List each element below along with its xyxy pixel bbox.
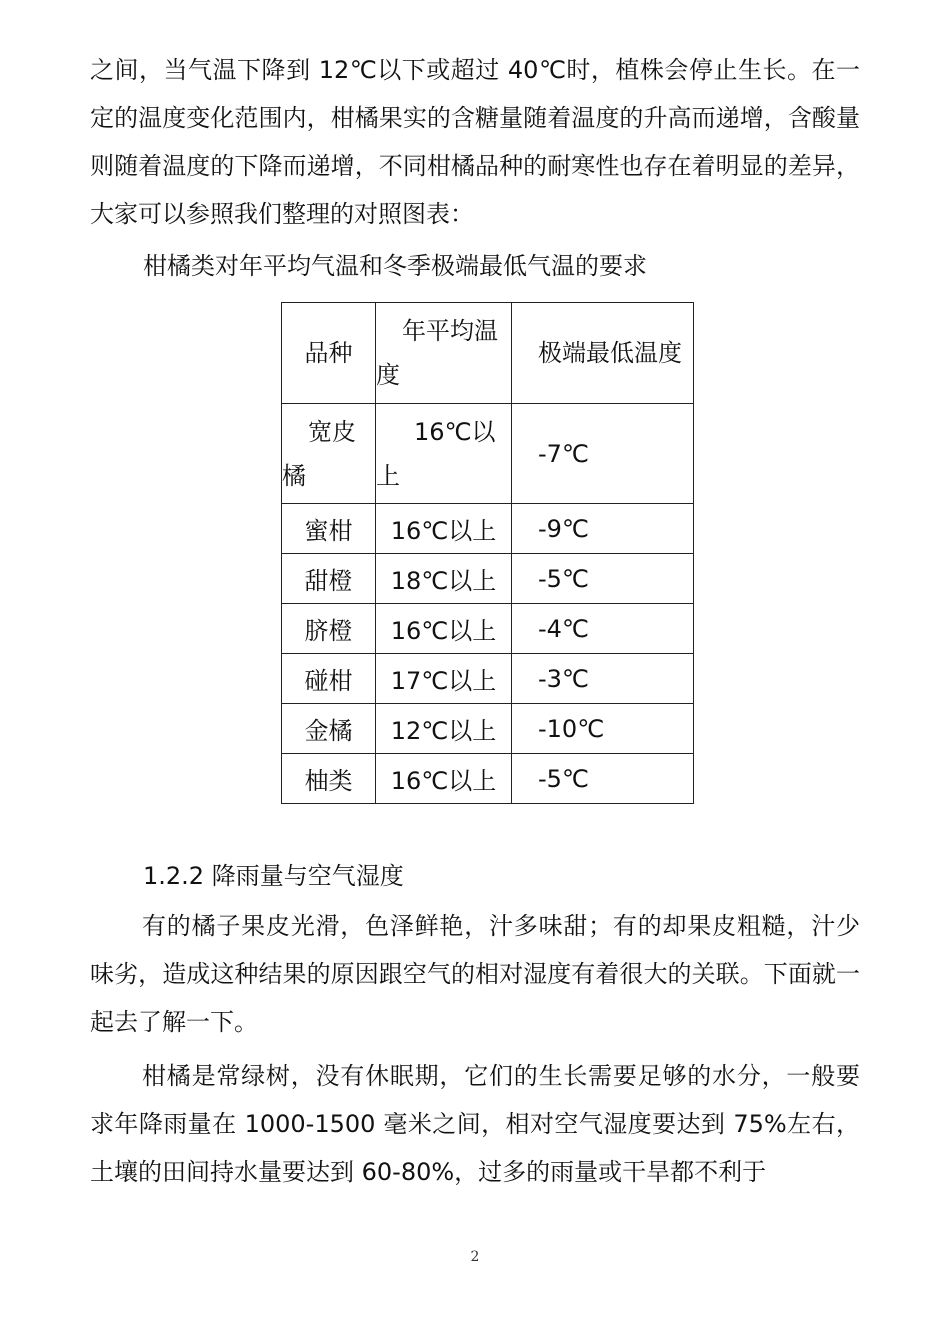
page-number: 2 (470, 1249, 480, 1265)
table-row (282, 604, 694, 654)
table-row (282, 504, 694, 554)
cell-annual-temp: 17℃以上 (376, 654, 512, 704)
table-header-row (282, 303, 694, 404)
citrus-temperature-table (281, 302, 694, 804)
cell-min-temp: -4℃ (512, 604, 694, 654)
cell-min-temp: -7℃ (512, 404, 694, 504)
section-heading: 1.2.2 降雨量与空气湿度 (143, 862, 404, 890)
cell-annual-temp-text: 16℃以上 (376, 417, 496, 490)
header-annual-mean-temp (376, 303, 512, 404)
header-extreme-min-temp-text: 极端最低温度 (538, 339, 682, 367)
cell-annual-temp (376, 404, 512, 504)
cell-variety: 柚类 (282, 754, 376, 804)
table-row (282, 754, 694, 804)
cell-min-temp: -5℃ (512, 554, 694, 604)
cell-variety: 蜜柑 (282, 504, 376, 554)
cell-annual-temp: 16℃以上 (376, 604, 512, 654)
header-extreme-min-temp (512, 303, 694, 404)
table-row (282, 554, 694, 604)
paragraph-rainfall: 柑橘是常绿树，没有休眠期，它们的生长需要足够的水分，一般要求年降雨量在 1000-1500 毫米之间，相对空气湿度要达到 75%左右，土壤的田间持水量要达到 60-80%，过多的雨量或干旱都不利于 (90, 1062, 860, 1186)
cell-variety: 碰柑 (282, 654, 376, 704)
cell-variety (282, 404, 376, 504)
header-variety: 品种 (282, 303, 376, 404)
cell-min-temp: -5℃ (512, 754, 694, 804)
cell-variety-text: 宽皮橘 (282, 417, 356, 490)
paragraph-temperature-intro: 之间，当气温下降到 12℃以下或超过 40℃时，植株会停止生长。在一定的温度变化范围内，柑橘果实的含糖量随着温度的升高而递增，含酸量则随着温度的下降而递增，不同柑橘品种的耐寒性也存在着明显的差异，大家可以参照我们整理的对照图表： (90, 56, 860, 228)
cell-annual-temp: 18℃以上 (376, 554, 512, 604)
table-row (282, 704, 694, 754)
table-row (282, 654, 694, 704)
header-annual-mean-temp-text: 年平均温度 (376, 317, 498, 389)
cell-annual-temp: 16℃以上 (376, 504, 512, 554)
cell-variety: 甜橙 (282, 554, 376, 604)
table-row (282, 404, 694, 504)
cell-min-temp: -10℃ (512, 704, 694, 754)
paragraph-fruit-quality: 有的橘子果皮光滑，色泽鲜艳，汁多味甜；有的却果皮粗糙，汁少味劣，造成这种结果的原因跟空气的相对湿度有着很大的关联。下面就一起去了解一下。 (90, 912, 860, 1036)
cell-annual-temp: 12℃以上 (376, 704, 512, 754)
table-caption: 柑橘类对年平均气温和冬季极端最低气温的要求 (143, 252, 647, 280)
cell-annual-temp: 16℃以上 (376, 754, 512, 804)
cell-min-temp: -3℃ (512, 654, 694, 704)
cell-variety: 脐橙 (282, 604, 376, 654)
cell-variety: 金橘 (282, 704, 376, 754)
cell-min-temp: -9℃ (512, 504, 694, 554)
